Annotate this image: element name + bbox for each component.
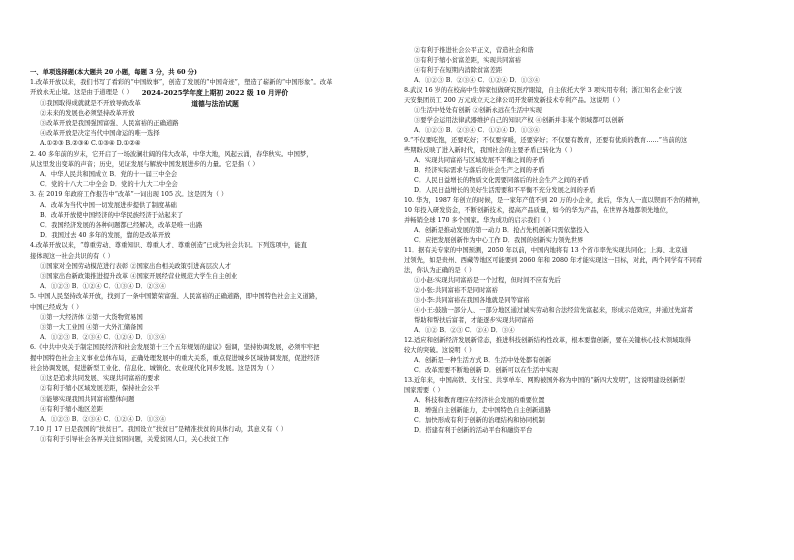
left-line: 开放永无止境。这是由于道理是（ ） [30, 89, 133, 97]
left-line: A．①②③ B．①②④ C．①③④ D．②③④ [40, 283, 166, 291]
right-line: ②小张:共同富裕不是同时富裕 [414, 287, 498, 294]
right-line: ③小李:共同富裕在我国各地就是同等富裕 [414, 297, 530, 304]
left-line: ②有利于缩小区域发展差距，保持社会公平 [40, 385, 160, 393]
left-line: ③国家出台新政策推进提升改革 ④国家开展经营业规范大学生自主创业 [40, 273, 238, 281]
left-line: A．中华人民共和国成立 B．党的十一届三中全会 [40, 171, 178, 179]
right-line: B．经济实际需求与落后的社会生产之间的矛盾 [414, 167, 545, 174]
left-line: B．改革开放使中国经济的中华民族经济于站起来了 [40, 211, 184, 219]
right-line: ④有利于在短期内消除贫富差距 [414, 67, 503, 74]
left-line: ②未来的发展也必须坚持改革开放 [40, 109, 135, 117]
right-line: 10. 华为，1987 年创立的时候，是一家年产值不到 20 万的小企业，此后，华为人一直以锲而不舍的精神， [404, 197, 705, 204]
left-line: ③能够实现我国共同富裕整体问题 [40, 395, 135, 403]
right-line: A．科技和教育理应在经济社会发展的重要位置 [414, 397, 545, 404]
right-line: D．搭建有利于创新的活动平台和融资平台 [414, 427, 533, 434]
left-line: ①第一大经济体 ②第一大货物贸易国 [40, 313, 143, 321]
right-line: A．创新是推动发展的第一动力 B．抢占先机创新只需依靠投入 [414, 227, 589, 234]
right-line: 过领先，如是贵州、西藏等地区可能要到 2060 年和 2080 年才能实现这一目标，对此，两个同学有不同看 [404, 257, 703, 264]
left-line: C．我国经济发展的各种问题都已经解决，改革是唯一出路 [40, 222, 203, 230]
right-line: 法，你认为正确的是（ ） [404, 267, 476, 274]
left-line: 2. 40 多年前的岁末，它开启了一场波澜壮阔的伟大改革，中华大地，风起云涌，春华秋实。中国梦， [30, 150, 313, 158]
right-line: ①小赵:实现共同富裕是一个过程，但时间不应有先后 [414, 277, 561, 284]
right-line: 帮助和帮扶后富者，才能逐步实现共同富裕 [414, 317, 534, 324]
left-line: ③改革开放是我国强国富强、人民富裕的正确道路 [40, 120, 179, 128]
right-line: A．实现共同富裕与区域发展不平衡之间的矛盾 [414, 157, 545, 164]
right-line: 9.“不仅要吃饱，还要吃好；不仅要穿暖，还要穿好；不仅要有教育，还要有优质的教育……”当前的这 [404, 137, 688, 144]
right-line: 10 年投入研发资金，不断创新技术，提高产品质量，如今的华为产品，在世界各地都领先地位， [404, 207, 673, 214]
right-line: D．人民日益增长的美好生活需要和不平衡不充分发展之间的矛盾 [414, 187, 596, 194]
left-line: ④改革开放是决定当代中国命运的唯一选择 [40, 130, 160, 138]
right-line: 13.近年来，中国高铁、支付宝、共享单车、网购被国外称为中国的“新四大发明”，这说明建设创新型 [404, 377, 685, 384]
right-line: 并畅销全球 170 多个国家。华为成功的启示我们（ ） [404, 217, 555, 224]
right-line: 11．据有关专家的中国预测，2050 年以前，中国内地将有 13 个省市率先实现共同化；上海、北京通 [404, 247, 688, 254]
right-line: ④小王:鼓励一部分人、一部分地区通过诚实劳动和合法经营先富起来，形成示范效应，并通过先富者 [414, 307, 694, 314]
left-line: ①有利于引导社会各界关注贫困问题，关爱贫困人口，关心扶贫工作 [40, 436, 229, 444]
left-line: A．①②③ B．②③④ C．①②④ D．①③④ [40, 334, 166, 342]
left-line: 接体现这一社会共识的有（ ） [30, 252, 114, 260]
left-line: 握中国特色社会主义事业总体布局，正确处理发展中的重大关系，重点促进城乡区域协调发展，促进经济 [30, 354, 320, 362]
right-line: 天安集团员工 200 万元成立天之律公司开发研发新技术专利产品。这说明（ ） [404, 97, 624, 104]
right-line: ②有利于推进社会公平正义，营造社会和谐 [414, 47, 534, 54]
right-column-text [404, 46, 776, 436]
right-line: 12.适应和创新经济发展新常态，推进科技创新结构性改革，根本要靠创新，要在关键核心技术领域取得 [404, 337, 692, 344]
left-line: 1.改革开放以来，我们书写了看彩的“中国故事”，创造了发展的“中国奇迹”，塑造了崭新的“中国形象”。改革 [30, 79, 333, 87]
left-line: A．改革为当代中国一切发展进步提供了制度基础 [40, 201, 177, 209]
left-line: 社会协调发展，促进新型工业化、信息化、城镇化、农业现代化同步发展。这是因为（ ） [30, 364, 278, 372]
right-line: A．①②③ B．②③④ C．①②④ D．①③④ [414, 77, 540, 84]
left-line: ①这是追求共同发展、实现共同富裕的要求 [40, 375, 160, 383]
right-line: A．①② B．②③ C．②④ D．③④ [414, 327, 515, 334]
right-line: 8.武汉 16 岁的在校高中生韩家恒做研究医疗眼镜，自主依托大学 3 项实用专利；浙江知名企业宁波 [404, 87, 682, 94]
right-line: B．增强自主创新能力，走中国特色自主创新道路 [414, 407, 551, 414]
right-line: C．加快形成有利于创新的治理结构和协同机制 [414, 417, 545, 424]
left-line: A.①②③ B.②③④ C.①③④ D.①②④ [40, 140, 141, 148]
right-line: C．人民日益增长的物质文化需要同落后的社会生产之间的矛盾 [414, 177, 589, 184]
right-line: 较大的突破。这说明（ ） [404, 347, 476, 354]
left-line: D．我国过去 40 多年的发展，靠的是改革开放 [40, 232, 171, 240]
right-line: A．①②③ B．②③④ C．①②④ D．①③④ [414, 127, 540, 134]
left-line: 6.《中共中央关于制定国民经济和社会发展第十三个五年规划的建议》强调，坚持协调发展，必须牢牢把 [30, 344, 320, 352]
left-line: 从这里发出变革的声音；历史，见证发展与解放中国发展进步的力量。它是指（ ） [30, 160, 259, 168]
left-line: 一、单项选择题(本大题共 20 小题，每题 3 分，共 60 分) [30, 69, 197, 76]
left-line: 5. 中国人民坚持改革开放，找到了一条中国繁荣富强、人民富裕的正确道路，即中国特色社会主义道路， [30, 293, 322, 301]
right-line: C．改革需要不断地创新 D．创新可以在生活中实现 [414, 367, 559, 374]
left-line: 3. 在 2019 年政府工作报告中“改革”一词出现 105 次。这是因为（ ） [30, 191, 228, 199]
exam-subtitle: 道德与法治试题 [191, 100, 239, 108]
left-line: ①国家对全国劳动模范进行表彰 ②国家出台相关政策引进高层次人才 [40, 262, 231, 270]
left-line: ①我国取得成就就是不开放导致改革 [40, 99, 141, 107]
left-line: ④有利于缩小地区差距 [40, 405, 103, 413]
right-line: ③有利于缩小贫富差距，实现共同富裕 [414, 57, 522, 64]
left-line: 7.10 月 17 日是我国的“扶贫日”。我国设立“扶贫日”是精准扶贫的具体行动，其意义有（ ） [30, 426, 288, 434]
right-line: C．应把发展创新作为中心工作 D．我国的创新实力领先世界 [414, 237, 584, 244]
left-line: ③第一大工业国 ④第一大外汇储备国 [40, 324, 143, 332]
right-line: ①生活中处处有创新 ②创新永远在生活中实现 [414, 107, 542, 114]
left-line: 4.改革开放以来，“尊重劳动、尊重知识、尊重人才、尊重创造”已成为社会共识。下列选项中，能直 [30, 242, 307, 250]
left-line: A．①②③ B．②③④ C．①②④ D．①③④ [40, 415, 166, 423]
right-line: ③要学会运用法律武器维护自己的知识产权 ④创新并非某个领域都可以创新 [414, 117, 624, 124]
right-line: 国家需要（ ） [404, 387, 444, 394]
right-line: 些期盼反映了进入新时代，我国社会的主要矛盾已转化为（ ） [404, 147, 577, 154]
left-line: C．党的十八大二中全会 D．党的十九大二中全会 [40, 181, 178, 189]
exam-title: 2024-2025学年度上期初 2022 级 10 月评价 [141, 89, 289, 97]
right-line: A．创新是一种生活方式 B．生活中处处都有创新 [414, 357, 552, 364]
left-line: 中国已经成为（ ） [30, 303, 83, 311]
left-column-text [30, 68, 400, 446]
